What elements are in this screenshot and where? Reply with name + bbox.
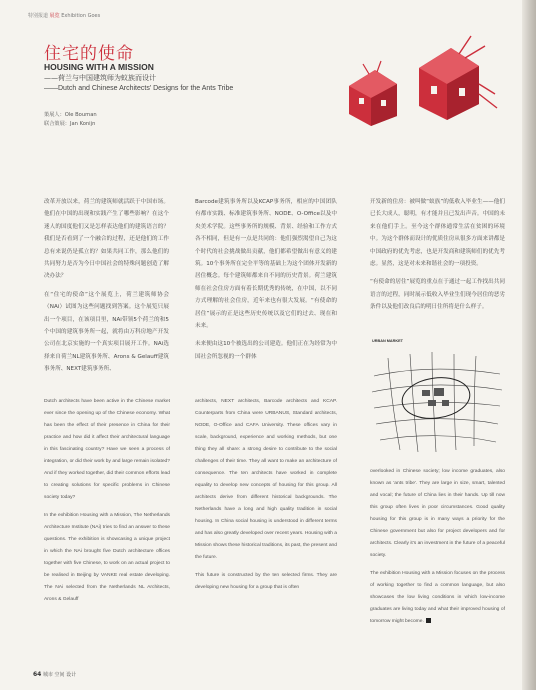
section-header (28, 12, 100, 19)
header-section-en: Exhibition Goes (61, 13, 101, 19)
magazine-name: 城市 空间 设计 (42, 672, 77, 678)
cn-column-2 (195, 196, 337, 369)
paragraph (370, 568, 505, 628)
header-section-cn: 特別报道 (28, 13, 49, 19)
curator-line: 策展人：Ole Bouman (44, 112, 97, 118)
paragraph: “有使命的居住”展览的重点在于通过一起工作找出共同语言的过程，同时展示低收入毕业生们现今居住的恶劣条件以及他们改良后的明日住所将是什么样子。 (370, 279, 505, 311)
city-grid-diagram (370, 346, 504, 454)
article-subtitle-cn: ——荷兰与中国建筑师为蚁族而设计 (44, 74, 156, 82)
en-column-1 (44, 396, 170, 612)
end-mark-icon (426, 618, 431, 623)
paragraph: 开发新的住房：被叫做“蚁族”的低收入毕业生——他们已长大成人，聪明，有才能并且已发出声音。中国的未来在他们手上。至今这个群体通常生活在贫困的环境中。为这个群体而设计的优质住房从很多方面来讲都是中国政府的优先考虑，也是开发商和建筑师们的优先考虑。显然，这是对未来和谐社会的一项投资。 (370, 199, 505, 268)
paragraph: 未来便由这10个被选出的公司建造。他们正在为经常为中国社会所忽视的一个群体 (195, 341, 337, 360)
paragraph: 改革开放以来，荷兰的建筑师就活跃于中国市场。他们在中国的出现和实践产生了哪些影响？在这个迷人的国度他们又是怎样表达他们的建筑语言的？我们是否看到了一个融合的过程，还是他们的工作总有来说仍是孤立的？如果共同工作，那么他们的共同努力是否为今日中国社会的特殊问题创造了解决办法？ (44, 199, 169, 280)
ant-house-icon (349, 61, 397, 126)
article-subtitle-en: ——Dutch and Chinese Architects' Designs for the Ants Tribe (44, 85, 234, 92)
header-accent: 展览 (49, 13, 60, 19)
paragraph: Barcode建筑事务所以及KCAP事务所，相应的中国团队有都市实践、标准建筑事务所、NODE、O-Office以及中央美术学院。这些事务所的规模、背景、经验和工作方式各不相同，但是有一点是共同的：他们强烈渴望自己为这个时代的社会挑战做出贡献，他们都希望做出有意义的建筑。10个事务所在完全平等的基础上为这个团体开发新的居住概念。每个建筑师都来自不同的历史背景。荷兰建筑师在社会住房方面有着长期优秀的传统，在中国，以不同方式理解的社会住房，近年来也有很大发展。“有使命的居住”展示的正是这些历史传统以及它们的过去、现在和未来。 (195, 199, 337, 330)
article-title-en: HOUSING WITH A MISSION (44, 62, 154, 72)
paragraph: 在“住宅的使命”这个展览上，荷兰建筑师协会（NAi）试图为这些问题找到答案。这个展览只展出一个项目，在该项目里，NAi带领5个荷兰的和5个中国的建筑事务所一起，就将由万科房地产开发公司在北京实施的一个真实项目展开工作。NAi选择来自荷兰NL建筑事务所、Arons & Gelauff建筑事务所、NEXT建筑事务所、 (44, 291, 169, 373)
paragraph: Dutch architects have been active in the Chinese market ever since the opening up of the Chinese economy. What has been the effect of their presence in China for their practice and how did it affect their architectural language in this fascinating country? Have we seen a process of integration, or did their work by and large remain isolated? And if they worked together, did their common efforts lead to creating solutions for specific problems in Chinese society today? (44, 399, 170, 500)
page-spine-shadow (522, 0, 536, 690)
page-number: 64 (33, 671, 42, 678)
folio (33, 671, 76, 678)
paragraph: This future is constructed by the ten selected firms. They are developing new housing for a group that is often (195, 573, 337, 590)
paragraph: overlooked in Chinese society; low income graduates, also known as 'ants tribe'. They are large in size, smart, talented and vocal; the future of China lies in their hands. Up till now this group often lives in poor circumstances. Good quality housing for this group is in many ways a priority for the Chinese government but also for project developers and for architects. Clearly it's an investment in the future of a peaceful society. (370, 469, 505, 558)
en-column-2 (195, 396, 337, 600)
cn-column-1 (44, 196, 169, 382)
ant-houses-illustration (347, 28, 507, 128)
paragraph: architects, NEXT architects, Barcode architects and KCAP. Counterparts from China were URBANUS, Standard architects, NODE, O-Office and CAFA University. These offices vary in scale, background, experience and working methods, but one thing they all share: a strong desire to contribute to the social challenges of their time. They all want to make an architecture of consequence. The ten architects have worked in complete equality to develop new concepts of housing for this group. All architects derive from different historical backgrounds. The Netherlands have a long and high quality tradition in social housing. In China social housing is understood in different terms and has also greatly developed over recent years. Housing with a Mission shows these historical traditions, its past, the present and the future. (195, 399, 337, 560)
article-title-cn: 住宅的使命 (44, 44, 134, 64)
ant-house-icon (419, 36, 497, 120)
co-curator-line: 联合策展：Jan Konijn (44, 121, 96, 127)
paragraph-text: The exhibition Housing with a Mission focuses on the process of working together to find a common language, but also showcases the low living conditions in which low-income graduates are living today and what their improved housing of tomorrow might become. (370, 571, 505, 624)
cn-column-3 (370, 196, 505, 320)
paragraph: In the exhibition Housing with a Mission, The Netherlands Architecture Institute (NAi) tries to find an answer to these questions. The exhibition is showcasing a unique project in which the NAi brought five Dutch architecture offices together with five Chinese, to work on an actual project to be realised in Beijing by VANKE real estate developing. The NAi selected from the Netherlands NL Architects, Arons & Gelauff (44, 513, 170, 602)
credits (44, 111, 97, 129)
en-column-3 (370, 466, 505, 634)
figure-label: URBAN MARKET (372, 339, 404, 343)
